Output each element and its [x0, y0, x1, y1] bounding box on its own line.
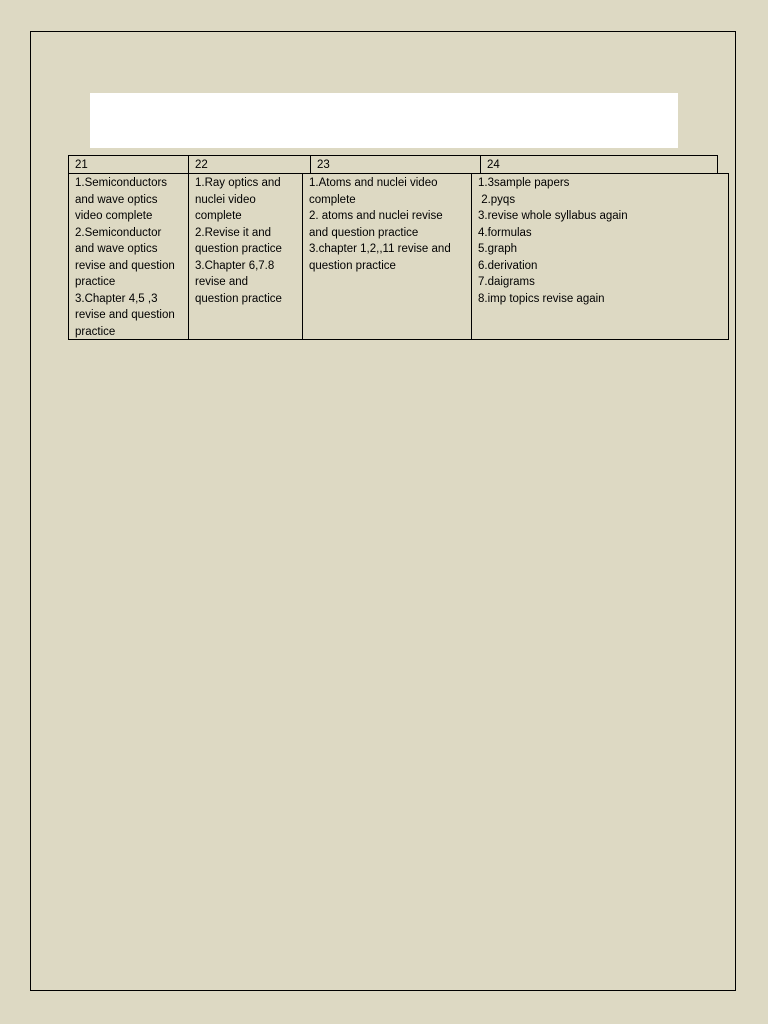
task-line: 3.chapter 1,2,,11 revise and — [309, 243, 451, 255]
task-line: and wave optics — [75, 193, 158, 206]
body-cell-24 — [471, 173, 729, 340]
task-line: 1.Semiconductors — [75, 177, 168, 189]
task-line: 2.pyqs — [478, 193, 516, 206]
header-label: 24 — [487, 159, 500, 171]
body-cell-23 — [302, 173, 472, 340]
body-cell-22 — [188, 173, 303, 340]
task-line: 3.revise whole syllabus again — [478, 210, 628, 222]
task-line: question practice — [195, 243, 282, 255]
body-cell-21 — [68, 173, 189, 340]
task-line: 8.imp topics revise again — [478, 292, 605, 305]
task-line: question practice — [309, 259, 396, 272]
task-line: and wave optics — [75, 243, 158, 255]
task-line: 4.formulas — [478, 226, 532, 239]
task-line: 3.Chapter 6,7.8 — [195, 259, 275, 272]
task-line: 3.Chapter 4,5 ,3 — [75, 292, 158, 305]
task-line: 6.derivation — [478, 259, 538, 272]
header-label: 23 — [317, 159, 330, 171]
task-line: 1.Ray optics and — [195, 177, 281, 189]
task-line: 2.Semiconductor — [75, 226, 162, 239]
task-line: practice — [75, 325, 116, 338]
header-cell-23 — [310, 155, 481, 174]
task-line: revise and question — [75, 259, 175, 272]
task-line: nuclei video — [195, 193, 256, 206]
task-line: revise and — [195, 276, 249, 288]
task-line: 5.graph — [478, 243, 518, 255]
task-line: question practice — [195, 292, 282, 305]
task-line: practice — [75, 276, 116, 288]
task-line: and question practice — [309, 226, 419, 239]
task-line: revise and question — [75, 309, 175, 321]
header-label: 22 — [195, 159, 208, 171]
task-line: 2. atoms and nuclei revise — [309, 210, 443, 222]
header-cell-22 — [188, 155, 311, 174]
header-cell-21 — [68, 155, 189, 174]
task-line: 7.daigrams — [478, 276, 535, 288]
task-line: 1.Atoms and nuclei video — [309, 177, 438, 189]
title-box — [90, 93, 678, 148]
header-label: 21 — [75, 159, 88, 171]
header-cell-24 — [480, 155, 718, 174]
task-line: 2.Revise it and — [195, 226, 272, 239]
task-line: video complete — [75, 210, 153, 222]
task-line: complete — [309, 193, 356, 206]
task-line: 1.3sample papers — [478, 177, 570, 189]
task-line: complete — [195, 210, 242, 222]
